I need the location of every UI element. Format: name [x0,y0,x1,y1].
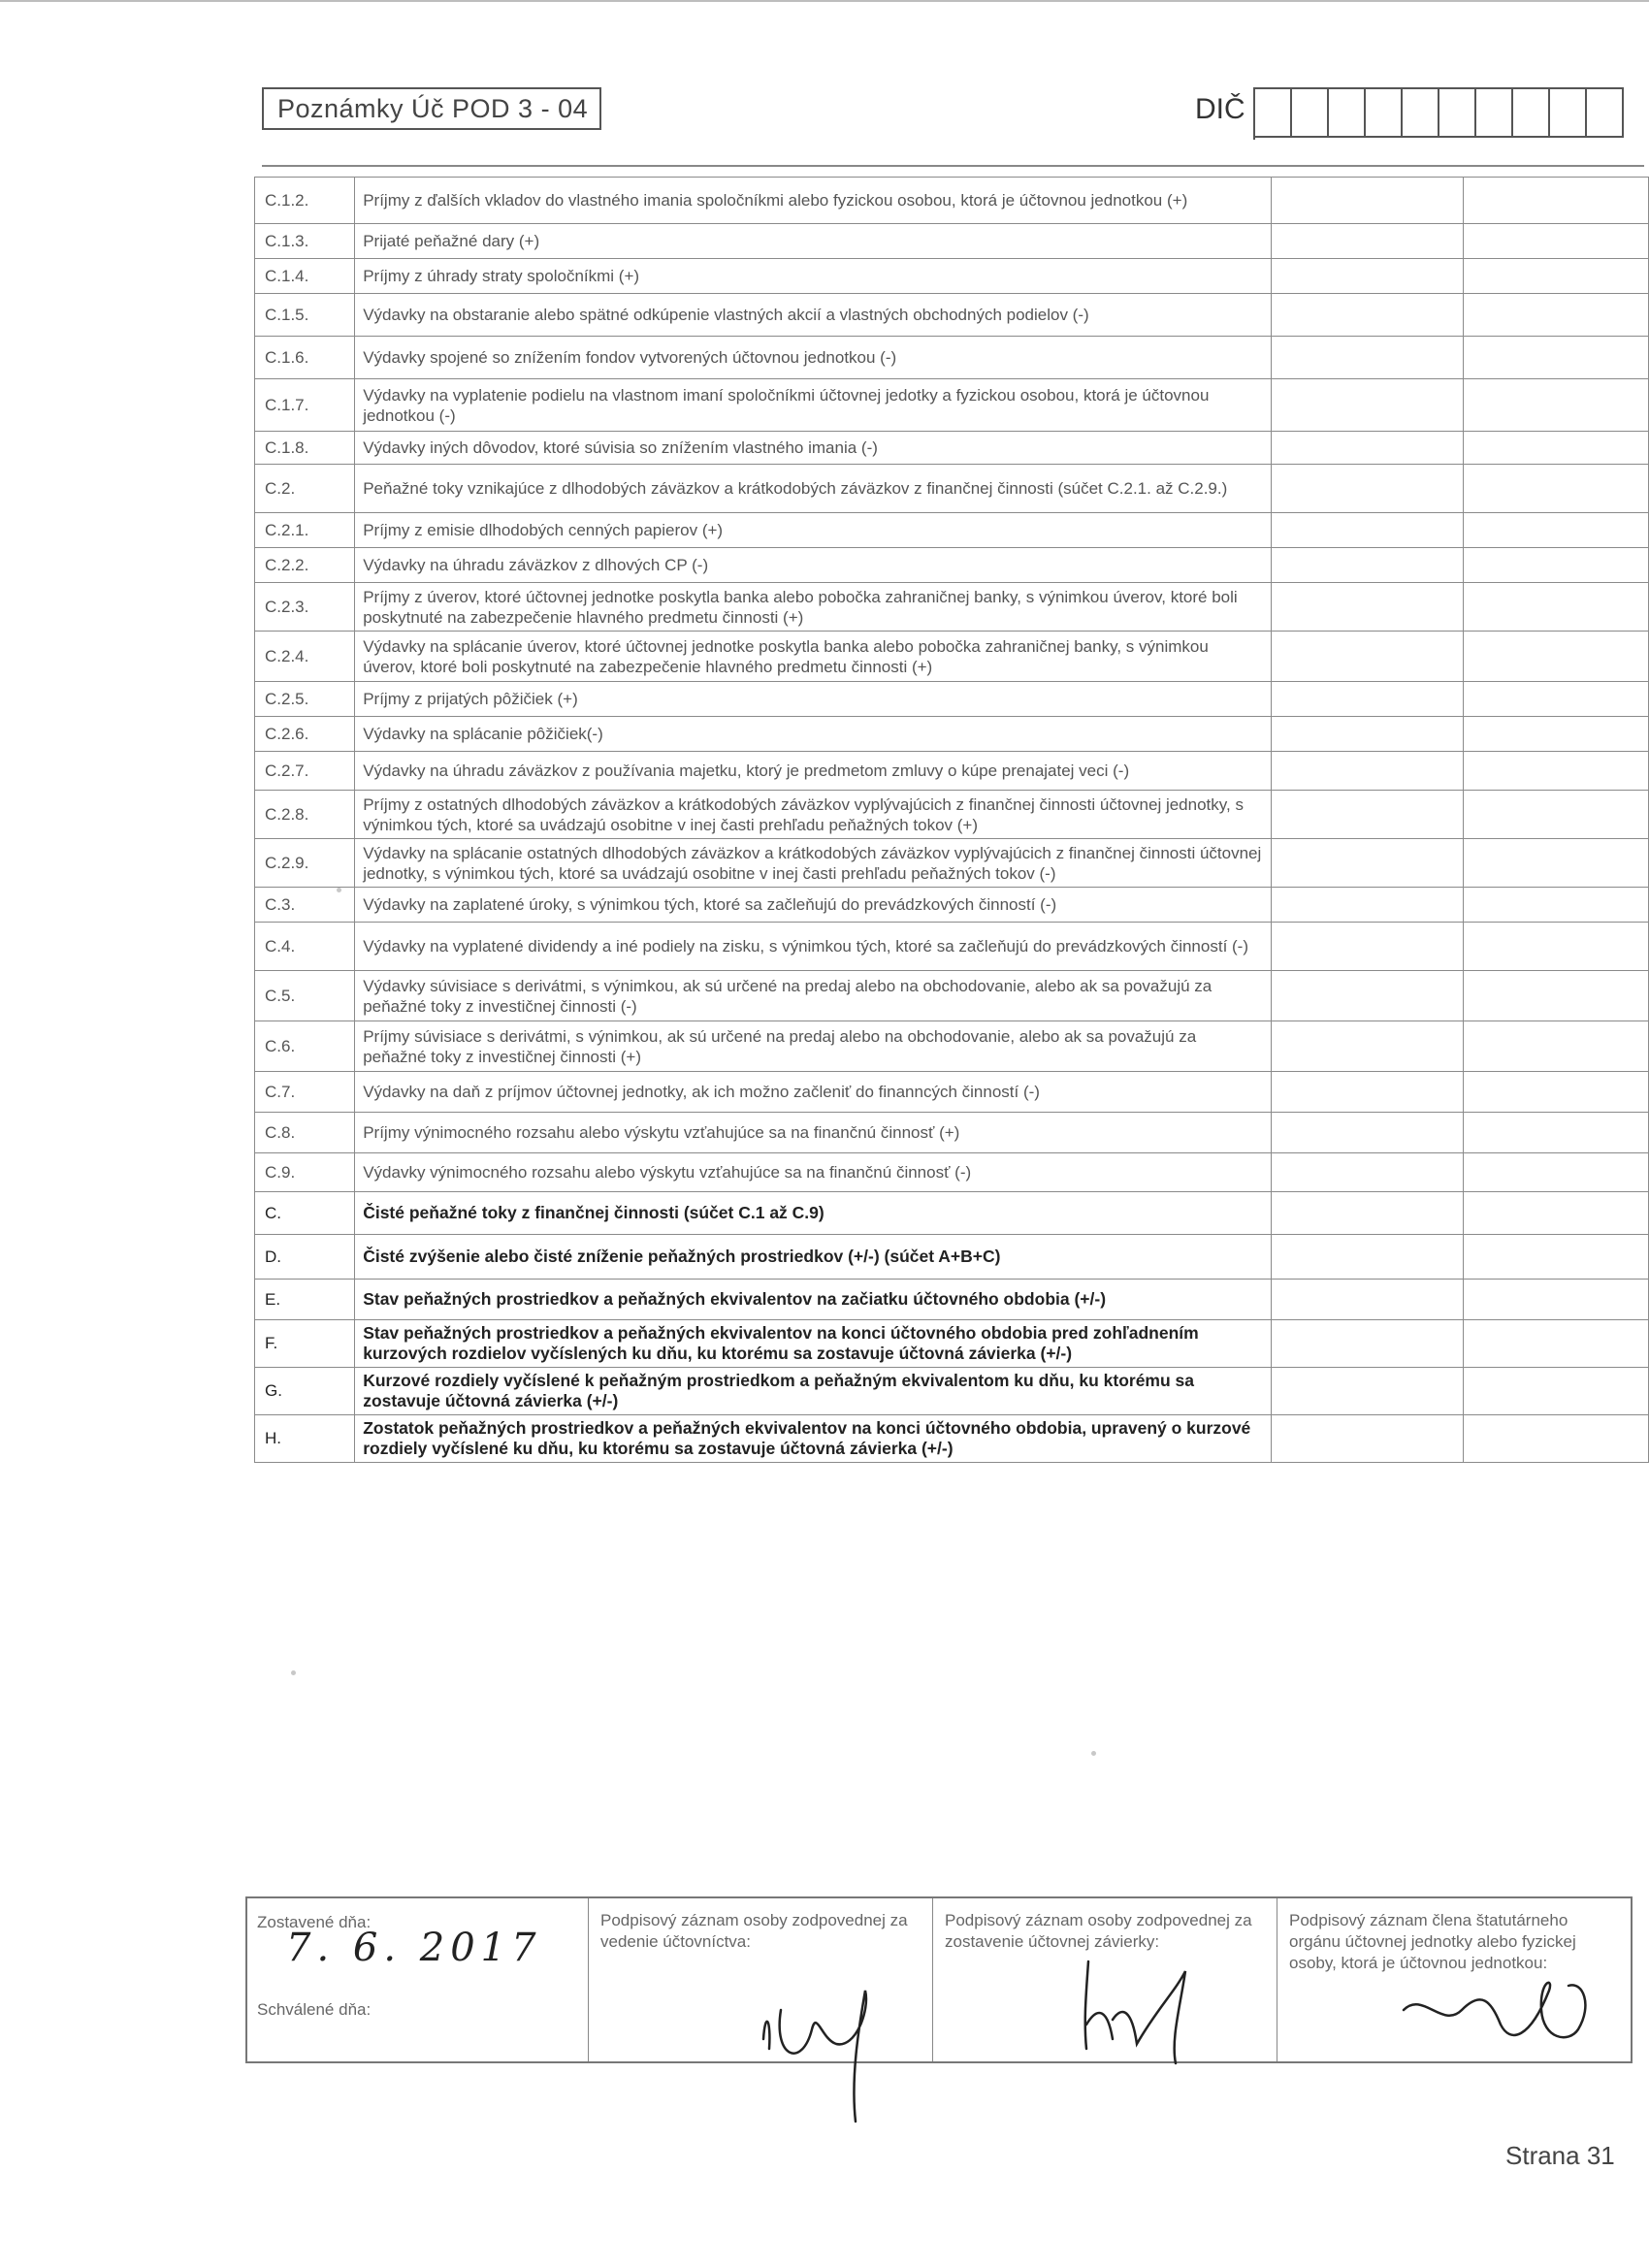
current-period-value-cell[interactable] [1272,717,1463,752]
row-code: C.2.7. [255,752,355,791]
previous-period-value-cell[interactable] [1463,888,1648,923]
table-row [255,1368,1649,1415]
row-code: G. [255,1368,355,1415]
row-code: C.1.6. [255,337,355,379]
row-description: Výdavky na vyplatené dividendy a iné podiely na zisku, s výnimkou tých, ktoré sa začleňujú do prevádzkových činností (-) [355,923,1272,971]
row-description: Prijaté peňažné dary (+) [355,224,1272,259]
previous-period-value-cell[interactable] [1463,294,1648,337]
row-code: C. [255,1192,355,1235]
form-title: Poznámky Úč POD 3 - 04 [262,87,601,130]
previous-period-value-cell[interactable] [1463,224,1648,259]
table-row [255,682,1649,717]
row-description: Príjmy súvisiace s derivátmi, s výnimkou, ak sú určené na predaj alebo na obchodovanie, alebo ak sa považujú za peňažné toky z investičnej činnosti (+) [355,1021,1272,1072]
accounting-signature-cell [589,1898,933,2061]
table-row [255,839,1649,888]
statement-signature-cell [933,1898,1277,2061]
table-row [255,513,1649,548]
dic-digit-box[interactable] [1439,89,1476,138]
table-row [255,791,1649,839]
row-description: Výdavky na úhradu záväzkov z používania majetku, ktorý je predmetom zmluvy o kúpe prenajatej veci (-) [355,752,1272,791]
row-code: C.2. [255,465,355,513]
row-code: E. [255,1280,355,1320]
row-description: Stav peňažných prostriedkov a peňažných ekvivalentov na konci účtovného obdobia pred zohľadnením kurzových rozdielov vyčíslených ku dňu, ku ktorému sa zostavuje účtovná závierka (+/-) [355,1320,1272,1368]
row-description: Stav peňažných prostriedkov a peňažných ekvivalentov na začiatku účtovného obdobia (+/-) [355,1280,1272,1320]
row-code: C.9. [255,1153,355,1192]
row-description: Výdavky spojené so znížením fondov vytvorených účtovnou jednotkou (-) [355,337,1272,379]
current-period-value-cell[interactable] [1272,337,1463,379]
scan-speck [291,1670,296,1675]
current-period-value-cell[interactable] [1272,1415,1463,1463]
previous-period-value-cell[interactable] [1463,791,1648,839]
previous-period-value-cell[interactable] [1463,632,1648,682]
previous-period-value-cell[interactable] [1463,1368,1648,1415]
row-description: Výdavky na splácanie úverov, ktoré účtovnej jednotke poskytla banka alebo pobočka zahraničnej banky, s výnimkou úverov, ktoré boli poskytnuté na zabezpečenie hlavného predmetu činnosti (+) [355,632,1272,682]
previous-period-value-cell[interactable] [1463,1021,1648,1072]
dic-label: DIČ [1195,93,1245,125]
current-period-value-cell[interactable] [1272,1280,1463,1320]
row-description: Výdavky na vyplatenie podielu na vlastnom imaní spoločníkmi účtovnej jedotky a fyzickou osobou, ktorá je účtovnou jednotkou (-) [355,379,1272,432]
row-code: F. [255,1320,355,1368]
row-code: C.7. [255,1072,355,1113]
row-description: Príjmy z úhrady straty spoločníkmi (+) [355,259,1272,294]
row-description: Zostatok peňažných prostriedkov a peňažných ekvivalentov na konci účtovného obdobia, upravený o kurzové rozdiely vyčíslené ku dňu, ku ktorému sa zostavuje účtovná závierka (+/-) [355,1415,1272,1463]
current-period-value-cell[interactable] [1272,294,1463,337]
statutory-signature-cell [1277,1898,1631,2061]
row-code: C.1.2. [255,178,355,224]
table-row [255,752,1649,791]
row-description: Výdavky iných dôvodov, ktoré súvisia so znížením vlastného imania (-) [355,432,1272,465]
row-code: C.5. [255,971,355,1021]
current-period-value-cell[interactable] [1272,259,1463,294]
compiled-date-cell [247,1898,589,2061]
row-code: C.8. [255,1113,355,1153]
row-code: D. [255,1235,355,1280]
current-period-value-cell[interactable] [1272,465,1463,513]
current-period-value-cell[interactable] [1272,923,1463,971]
row-description: Výdavky na splácanie pôžičiek(-) [355,717,1272,752]
statement-signature-label: Podpisový záznam osoby zodpovednej za zostavenie účtovnej závierky: [945,1911,1252,1951]
table-row [255,888,1649,923]
previous-period-value-cell[interactable] [1463,839,1648,888]
row-description: Výdavky na daň z príjmov účtovnej jednotky, ak ich možno začleniť do finanncých činností (-) [355,1072,1272,1113]
row-description: Príjmy z ostatných dlhodobých záväzkov a krátkodobých záväzkov vyplývajúcich z finančnej činnosti účtovnej jednotky, s výnimkou tých, ktoré sa uvádzajú osobitne v inej časti prehľadu peňažných tokov (+) [355,791,1272,839]
row-code: C.1.8. [255,432,355,465]
table-row [255,1415,1649,1463]
dic-digit-box[interactable] [1292,89,1329,138]
row-description: Výdavky na splácanie ostatných dlhodobých záväzkov a krátkodobých záväzkov vyplývajúcich z finančnej činnosti účtovnej jednotky, s výnimkou tých, ktoré sa uvádzajú osobitne v inej časti prehľadu peňažných tokov (-) [355,839,1272,888]
current-period-value-cell[interactable] [1272,682,1463,717]
table-row [255,178,1649,224]
table-row [255,224,1649,259]
dic-digit-box[interactable] [1550,89,1587,138]
current-period-value-cell[interactable] [1272,1153,1463,1192]
table-row [255,923,1649,971]
current-period-value-cell[interactable] [1272,1368,1463,1415]
previous-period-value-cell[interactable] [1463,548,1648,583]
cash-flow-table [254,177,1649,1463]
top-edge-rule [0,0,1649,2]
accounting-signature-label: Podpisový záznam osoby zodpovednej za vedenie účtovníctva: [600,1911,908,1951]
table-row [255,583,1649,632]
table-row [255,379,1649,432]
table-row [255,717,1649,752]
compiled-date-value: 7. 6. 2017 [286,1926,542,1970]
dic-digit-box[interactable] [1255,89,1292,138]
current-period-value-cell[interactable] [1272,432,1463,465]
cash-flow-table-body [255,178,1649,1463]
previous-period-value-cell[interactable] [1463,379,1648,432]
row-code: C.1.3. [255,224,355,259]
row-code: C.2.8. [255,791,355,839]
dic-digit-box[interactable] [1366,89,1403,138]
previous-period-value-cell[interactable] [1463,432,1648,465]
current-period-value-cell[interactable] [1272,1072,1463,1113]
page-number: Strana 31 [1505,2141,1615,2170]
previous-period-value-cell[interactable] [1463,717,1648,752]
row-description: Výdavky na obstaranie alebo spätné odkúpenie vlastných akcií a vlastných obchodných podielov (-) [355,294,1272,337]
scan-speck [1091,1751,1096,1756]
table-row [255,1021,1649,1072]
current-period-value-cell[interactable] [1272,888,1463,923]
dic-digit-box[interactable] [1513,89,1550,138]
current-period-value-cell[interactable] [1272,548,1463,583]
row-code: C.2.2. [255,548,355,583]
previous-period-value-cell[interactable] [1463,337,1648,379]
current-period-value-cell[interactable] [1272,791,1463,839]
current-period-value-cell[interactable] [1272,1320,1463,1368]
table-row [255,548,1649,583]
current-period-value-cell[interactable] [1272,1021,1463,1072]
row-description: Príjmy výnimocného rozsahu alebo výskytu vzťahujúce sa na finančnú činnosť (+) [355,1113,1272,1153]
row-description: Príjmy z emisie dlhodobých cenných papierov (+) [355,513,1272,548]
handwritten-signature [744,1952,919,2155]
row-code: C.2.5. [255,682,355,717]
previous-period-value-cell[interactable] [1463,752,1648,791]
row-description: Výdavky súvisiace s derivátmi, s výnimkou, ak sú určené na predaj alebo na obchodovanie, alebo ak sa považujú za peňažné toky z investičnej činnosti (-) [355,971,1272,1021]
row-code: C.6. [255,1021,355,1072]
approved-date-label: Schválené dňa: [257,2000,372,2019]
dic-digit-box[interactable] [1476,89,1513,138]
row-code: C.2.6. [255,717,355,752]
previous-period-value-cell[interactable] [1463,513,1648,548]
previous-period-value-cell[interactable] [1463,1320,1648,1368]
table-row [255,259,1649,294]
previous-period-value-cell[interactable] [1463,923,1648,971]
previous-period-value-cell[interactable] [1463,1192,1648,1235]
statutory-signature-label: Podpisový záznam člena štatutárneho orgánu účtovnej jednotky alebo fyzickej osoby, ktorá je účtovnou jednotkou: [1289,1911,1576,1972]
row-description: Čisté zvýšenie alebo čisté zníženie peňažných prostriedkov (+/-) (súčet A+B+C) [355,1235,1272,1280]
previous-period-value-cell[interactable] [1463,178,1648,224]
row-description: Kurzové rozdiely vyčíslené k peňažným prostriedkom a peňažným ekvivalentom ku dňu, ku ktorému sa zostavuje účtovná závierka (+/-) [355,1368,1272,1415]
row-code: C.1.5. [255,294,355,337]
table-row [255,632,1649,682]
table-row [255,1153,1649,1192]
table-row [255,1072,1649,1113]
previous-period-value-cell[interactable] [1463,583,1648,632]
table-row [255,432,1649,465]
header-divider [262,165,1644,167]
row-description: Peňažné toky vznikajúce z dlhodobých záväzkov a krátkodobých záväzkov z finančnej činnosti (súčet C.2.1. až C.2.9.) [355,465,1272,513]
current-period-value-cell[interactable] [1272,839,1463,888]
row-code: C.2.3. [255,583,355,632]
row-description: Príjmy z prijatých pôžičiek (+) [355,682,1272,717]
previous-period-value-cell[interactable] [1463,465,1648,513]
dic-digit-box[interactable] [1403,89,1439,138]
row-code: C.2.1. [255,513,355,548]
previous-period-value-cell[interactable] [1463,1153,1648,1192]
dic-digit-box[interactable] [1329,89,1366,138]
compiled-date-label: Zostavené dňa: [257,1913,372,1931]
table-row [255,971,1649,1021]
table-row [255,1113,1649,1153]
table-row [255,1235,1649,1280]
previous-period-value-cell[interactable] [1463,259,1648,294]
row-code: H. [255,1415,355,1463]
row-description: Výdavky výnimocného rozsahu alebo výskytu vzťahujúce sa na finančnú činnosť (-) [355,1153,1272,1192]
previous-period-value-cell[interactable] [1463,1113,1648,1153]
previous-period-value-cell[interactable] [1463,1415,1648,1463]
row-code: C.3. [255,888,355,923]
table-row [255,337,1649,379]
current-period-value-cell[interactable] [1272,752,1463,791]
previous-period-value-cell[interactable] [1463,682,1648,717]
row-code: C.4. [255,923,355,971]
handwritten-signature [1069,1952,1263,2068]
table-row [255,1280,1649,1320]
row-description: Čisté peňažné toky z finančnej činnosti (súčet C.1 až C.9) [355,1192,1272,1235]
previous-period-value-cell[interactable] [1463,971,1648,1021]
dic-input-boxes[interactable] [1253,87,1624,140]
current-period-value-cell[interactable] [1272,1192,1463,1235]
table-row [255,1320,1649,1368]
row-code: C.2.4. [255,632,355,682]
scan-speck [337,888,341,892]
signature-table [245,1896,1633,2063]
table-row [255,1192,1649,1235]
row-description: Príjmy z úverov, ktoré účtovnej jednotke poskytla banka alebo pobočka zahraničnej banky, s výnimkou úverov, ktoré boli poskytnuté na zabezpečenie hlavného predmetu činnosti (+) [355,583,1272,632]
table-row [255,465,1649,513]
table-row [255,294,1649,337]
dic-digit-box[interactable] [1587,89,1624,138]
row-code: C.1.7. [255,379,355,432]
previous-period-value-cell[interactable] [1463,1235,1648,1280]
current-period-value-cell[interactable] [1272,178,1463,224]
row-code: C.1.4. [255,259,355,294]
current-period-value-cell[interactable] [1272,1235,1463,1280]
previous-period-value-cell[interactable] [1463,1280,1648,1320]
current-period-value-cell[interactable] [1272,971,1463,1021]
row-description: Príjmy z ďalších vkladov do vlastného imania spoločníkmi alebo fyzickou osobou, ktorá je účtovnou jednotkou (+) [355,178,1272,224]
row-code: C.2.9. [255,839,355,888]
previous-period-value-cell[interactable] [1463,1072,1648,1113]
row-description: Výdavky na zaplatené úroky, s výnimkou tých, ktoré sa začleňujú do prevádzkových činností (-) [355,888,1272,923]
current-period-value-cell[interactable] [1272,1113,1463,1153]
current-period-value-cell[interactable] [1272,224,1463,259]
current-period-value-cell[interactable] [1272,379,1463,432]
current-period-value-cell[interactable] [1272,632,1463,682]
current-period-value-cell[interactable] [1272,513,1463,548]
handwritten-signature [1384,1952,1617,2068]
current-period-value-cell[interactable] [1272,583,1463,632]
row-description: Výdavky na úhradu záväzkov z dlhových CP (-) [355,548,1272,583]
